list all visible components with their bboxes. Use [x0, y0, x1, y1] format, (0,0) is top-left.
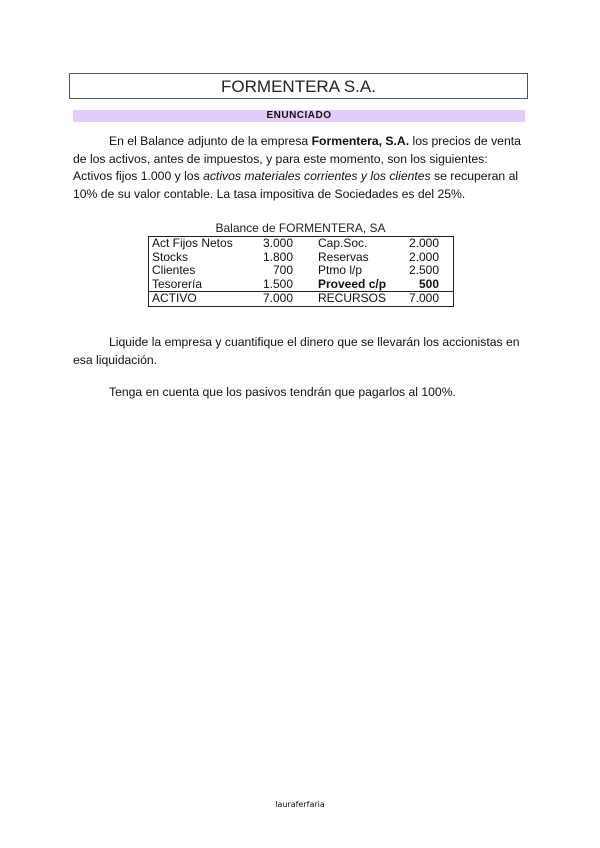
cell: 2.000	[408, 249, 439, 264]
cell: Stocks	[152, 249, 189, 264]
table-row	[149, 278, 454, 292]
company-name: Formentera, S.A.	[311, 134, 410, 148]
cell: 3.000	[262, 236, 293, 251]
cell: 1.500	[262, 276, 293, 291]
balance-title: Balance de FORMENTERA, SA	[215, 221, 386, 235]
cell: Clientes	[152, 263, 196, 278]
question-paragraph	[73, 334, 528, 369]
cell: Cap.Soc.	[318, 236, 368, 251]
cell: RECURSOS	[296, 292, 400, 307]
cell: Ptmo l/p	[318, 263, 363, 278]
cell: 7.000	[400, 292, 453, 307]
section-heading: ENUNCIADO	[73, 110, 525, 122]
cell: Reservas	[318, 249, 369, 264]
document-title: FORMENTERA S.A.	[69, 73, 528, 99]
text: los precios de venta de los activos, antes de impuestos, y para este momento, son los siguientes: Activos fijos 1.000 y los	[73, 134, 521, 183]
cell: 2.500	[408, 263, 439, 278]
text: Tenga en cuenta que los pasivos tendrán que pagarlos al 100%.	[109, 385, 456, 399]
text: En el Balance adjunto de la empresa	[109, 134, 312, 148]
table-row	[149, 251, 454, 265]
total-row	[149, 292, 454, 307]
balance-table	[148, 236, 454, 307]
note-paragraph	[73, 384, 528, 402]
cell: Tesorería	[152, 276, 203, 291]
cell: 500	[418, 276, 439, 291]
cell: 700	[272, 263, 293, 278]
footer-watermark: lauraferfaria	[275, 800, 325, 809]
statement-paragraph	[73, 133, 528, 203]
cell: Act Fijos Netos	[152, 236, 233, 251]
cell: 2.000	[408, 236, 439, 251]
cell: Proveed c/p	[318, 276, 387, 291]
text: se recuperan al 10% de su valor contable. La tasa impositiva de Sociedades es del 25%.	[73, 169, 519, 201]
table-row	[149, 237, 454, 251]
table-row	[149, 264, 454, 278]
italic-text: activos materiales corrientes y los clientes	[203, 169, 431, 183]
cell: 7.000	[250, 292, 296, 307]
text: Liquide la empresa y cuantifique el dinero que se llevarán los accionistas en esa liquidación.	[73, 335, 520, 367]
cell: ACTIVO	[149, 292, 251, 307]
cell: 1.800	[262, 249, 293, 264]
